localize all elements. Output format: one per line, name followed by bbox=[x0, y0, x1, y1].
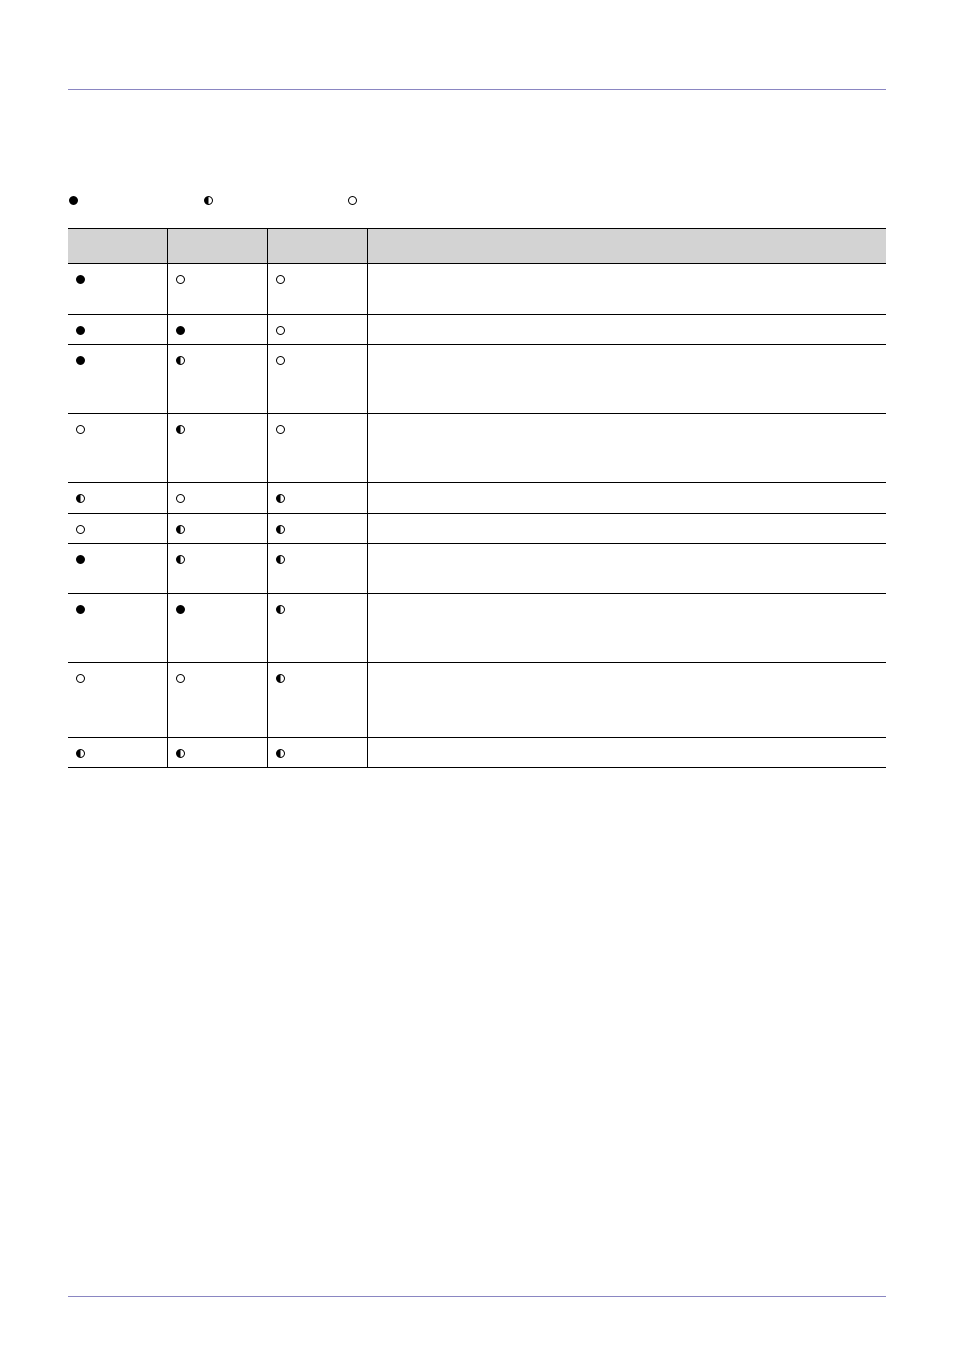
half-circle-icon bbox=[76, 494, 85, 503]
footer-rule bbox=[68, 1296, 886, 1297]
status-cell-3 bbox=[267, 544, 367, 594]
description-cell bbox=[367, 663, 886, 738]
empty-circle-icon bbox=[276, 275, 285, 284]
description-cell bbox=[367, 514, 886, 544]
half-circle-icon bbox=[276, 674, 285, 683]
table-row bbox=[68, 738, 886, 768]
table-row bbox=[68, 544, 886, 594]
half-circle-icon bbox=[76, 749, 85, 758]
table-row bbox=[68, 345, 886, 414]
filled-circle-icon bbox=[69, 196, 78, 205]
status-cell-3 bbox=[267, 483, 367, 514]
status-cell-3 bbox=[267, 345, 367, 414]
status-cell-3 bbox=[267, 514, 367, 544]
status-cell-1 bbox=[68, 738, 167, 768]
half-circle-icon bbox=[176, 525, 185, 534]
description-cell bbox=[367, 483, 886, 514]
description-cell bbox=[367, 345, 886, 414]
status-cell-1 bbox=[68, 315, 167, 345]
filled-circle-icon bbox=[76, 555, 85, 564]
legend-item-empty bbox=[348, 193, 357, 207]
description-cell bbox=[367, 594, 886, 663]
status-cell-2 bbox=[167, 264, 267, 315]
legend-item-full bbox=[69, 193, 78, 207]
description-cell bbox=[367, 264, 886, 315]
table-row bbox=[68, 264, 886, 315]
status-cell-3 bbox=[267, 414, 367, 483]
table-header-row bbox=[68, 229, 886, 264]
status-cell-1 bbox=[68, 345, 167, 414]
status-cell-1 bbox=[68, 483, 167, 514]
half-circle-icon bbox=[276, 605, 285, 614]
empty-circle-icon bbox=[276, 326, 285, 335]
half-circle-icon bbox=[276, 525, 285, 534]
half-circle-icon bbox=[276, 555, 285, 564]
status-cell-2 bbox=[167, 414, 267, 483]
status-cell-2 bbox=[167, 345, 267, 414]
status-cell-3 bbox=[267, 594, 367, 663]
status-cell-3 bbox=[267, 738, 367, 768]
column-header-2 bbox=[167, 229, 267, 264]
column-header-description bbox=[367, 229, 886, 264]
status-cell-2 bbox=[167, 544, 267, 594]
status-cell-1 bbox=[68, 264, 167, 315]
empty-circle-icon bbox=[176, 494, 185, 503]
empty-circle-icon bbox=[76, 525, 85, 534]
status-legend bbox=[69, 193, 469, 207]
empty-circle-icon bbox=[176, 275, 185, 284]
half-circle-icon bbox=[176, 555, 185, 564]
table-row bbox=[68, 414, 886, 483]
filled-circle-icon bbox=[76, 605, 85, 614]
status-cell-2 bbox=[167, 315, 267, 345]
column-header-1 bbox=[68, 229, 167, 264]
status-matrix-table bbox=[68, 228, 886, 768]
table-row bbox=[68, 315, 886, 345]
empty-circle-icon bbox=[276, 356, 285, 365]
status-cell-3 bbox=[267, 315, 367, 345]
filled-circle-icon bbox=[76, 356, 85, 365]
status-cell-2 bbox=[167, 594, 267, 663]
table-row bbox=[68, 663, 886, 738]
table-row bbox=[68, 514, 886, 544]
empty-circle-icon bbox=[176, 674, 185, 683]
filled-circle-icon bbox=[176, 326, 185, 335]
half-circle-icon bbox=[276, 494, 285, 503]
status-cell-1 bbox=[68, 544, 167, 594]
status-cell-1 bbox=[68, 663, 167, 738]
half-circle-icon bbox=[176, 356, 185, 365]
half-circle-icon bbox=[176, 749, 185, 758]
empty-circle-icon bbox=[276, 425, 285, 434]
description-cell bbox=[367, 738, 886, 768]
status-cell-3 bbox=[267, 663, 367, 738]
table-row bbox=[68, 483, 886, 514]
status-cell-1 bbox=[68, 414, 167, 483]
half-circle-icon bbox=[276, 749, 285, 758]
half-circle-icon bbox=[204, 196, 213, 205]
description-cell bbox=[367, 315, 886, 345]
half-circle-icon bbox=[176, 425, 185, 434]
empty-circle-icon bbox=[348, 196, 357, 205]
empty-circle-icon bbox=[76, 674, 85, 683]
column-header-3 bbox=[267, 229, 367, 264]
status-cell-1 bbox=[68, 594, 167, 663]
description-cell bbox=[367, 544, 886, 594]
status-cell-2 bbox=[167, 663, 267, 738]
status-cell-2 bbox=[167, 483, 267, 514]
table-row bbox=[68, 594, 886, 663]
empty-circle-icon bbox=[76, 425, 85, 434]
description-cell bbox=[367, 414, 886, 483]
header-rule bbox=[68, 89, 886, 90]
filled-circle-icon bbox=[76, 326, 85, 335]
filled-circle-icon bbox=[176, 605, 185, 614]
legend-item-half bbox=[204, 193, 213, 207]
status-cell-2 bbox=[167, 514, 267, 544]
status-cell-1 bbox=[68, 514, 167, 544]
filled-circle-icon bbox=[76, 275, 85, 284]
status-cell-3 bbox=[267, 264, 367, 315]
status-cell-2 bbox=[167, 738, 267, 768]
